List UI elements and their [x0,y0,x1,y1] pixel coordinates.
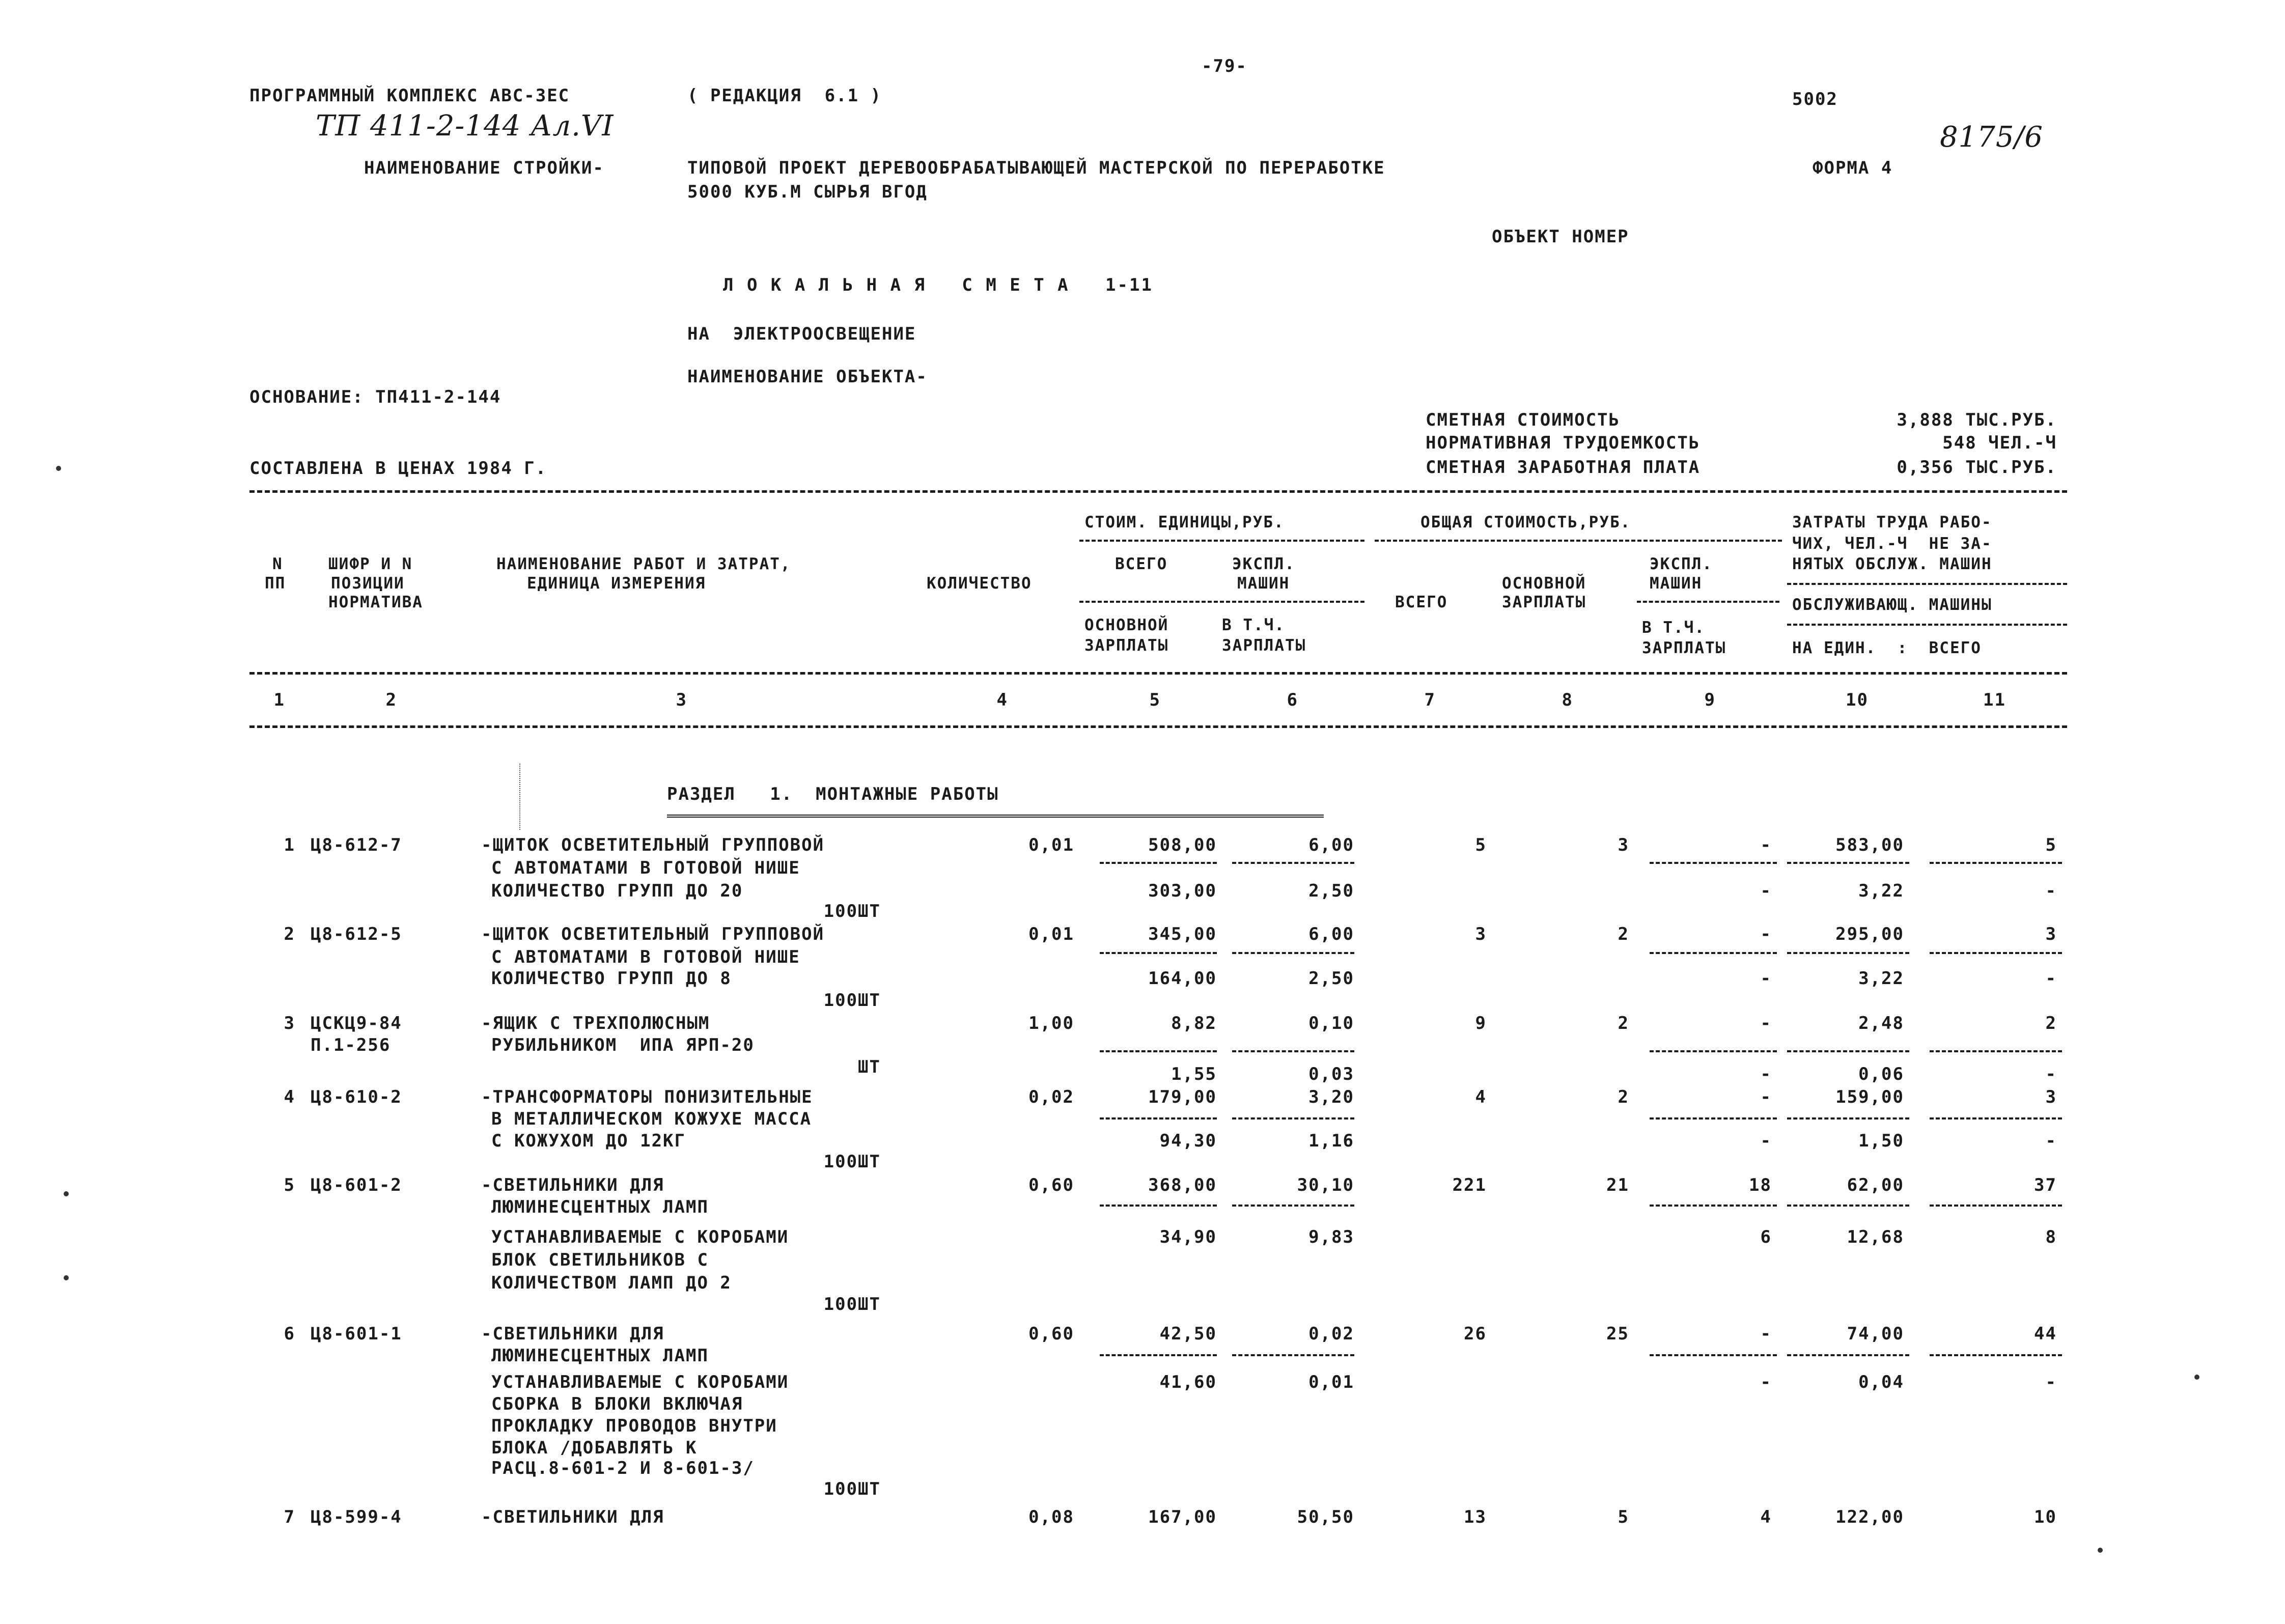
col-number-6: 6 [1287,690,1298,710]
row-total-machine-wages: 6 [1760,1227,1772,1247]
object-number: ОБЪЕКТ НОМЕР [1492,227,1629,247]
row-labor-service-per-unit: 0,06 [1858,1064,1904,1084]
header-labor-line1: ЗАТРАТЫ ТРУДА РАБО- [1792,513,1992,531]
row-dash-rule [1930,862,2062,864]
scan-speck [56,466,61,471]
row-total-machines: - [1760,1324,1772,1344]
row-unit-machine-wages: 0,03 [1308,1064,1354,1084]
row-dash-rule [1930,1354,2062,1356]
row-name-line: С АВТОМАТАМИ В ГОТОВОЙ НИШЕ [491,858,800,878]
row-dash-rule [1650,1117,1777,1119]
header-col5-total: ВСЕГО [1115,555,1168,573]
row-code: ЦСКЦ9-84 [311,1013,402,1033]
row-name-line: КОЛИЧЕСТВО ГРУПП ДО 20 [491,881,743,901]
col-number-3: 3 [676,690,687,710]
col-number-2: 2 [385,690,397,710]
row-total-wages: 3 [1618,835,1629,855]
row-dash-rule [1650,952,1777,954]
col-number-5: 5 [1149,690,1161,710]
row-dash-rule [1100,862,1217,864]
row-total-wages: 2 [1618,1087,1629,1107]
row-unit-cost-total: 368,00 [1148,1175,1217,1195]
row-name-line: УСТАНАВЛИВАЕМЫЕ С КОРОБАМИ [491,1227,789,1247]
header-col9-line1: ЭКСПЛ. [1650,555,1713,573]
header-col5b-line1: ОСНОВНОЙ [1084,616,1169,634]
row-total-cost: 221 [1452,1175,1487,1195]
estimate-basis: ОСНОВАНИЕ: ТП411-2-144 [249,387,501,407]
row-total-machine-wages: - [1760,968,1772,989]
estimate-prices-year: СОСТАВЛЕНА В ЦЕНАХ 1984 Г. [249,458,547,479]
row-total-machines: - [1760,835,1772,855]
row-unit-cost-machines: 50,50 [1297,1507,1354,1527]
row-dash-rule [1232,1205,1354,1207]
row-unit-cost-machines: 6,00 [1308,924,1354,944]
header-col3-line1: НАИМЕНОВАНИЕ РАБОТ И ЗАТРАТ, [496,555,791,573]
row-labor-total: 10 [2034,1507,2057,1527]
row-quantity: 0,08 [1028,1507,1074,1527]
header-col4-quantity: КОЛИЧЕСТВО [927,574,1032,593]
header-labor2-line1: ОБСЛУЖИВАЮЩ. МАШИНЫ [1792,596,1992,614]
row-unit-cost-wages: 164,00 [1148,968,1217,989]
row-dash-rule [1650,1050,1777,1052]
header-col3-line2: ЕДИНИЦА ИЗМЕРЕНИЯ [527,574,706,593]
row-quantity: 0,01 [1028,835,1074,855]
row-labor-service-per-unit: 0,04 [1858,1372,1904,1392]
row-labor-total: 3 [2045,1087,2057,1107]
object-name-label: НАИМЕНОВАНИЕ ОБЪЕКТА- [687,367,928,387]
row-dash-rule [1100,1117,1217,1119]
header-col6-line1: ЭКСПЛ. [1232,555,1295,573]
row-code: Ц8-601-2 [311,1175,402,1195]
row-total-wages: 25 [1606,1324,1629,1344]
row-total-cost: 26 [1464,1324,1487,1344]
row-name-line: -ЩИТОК ОСВЕТИТЕЛЬНЫЙ ГРУППОВОЙ [481,835,825,855]
row-unit-cost-total: 179,00 [1148,1087,1217,1107]
row-code: Ц8-612-7 [311,835,402,855]
row-dash-rule [1787,862,1909,864]
row-name-line: УСТАНАВЛИВАЕМЫЕ С КОРОБАМИ [491,1372,789,1392]
row-dash-rule [1787,952,1909,954]
header-col7-total: ВСЕГО [1395,593,1448,611]
row-unit-cost-total: 42,50 [1159,1324,1217,1344]
row-unit-cost-machines: 0,10 [1308,1013,1354,1033]
row-labor-service-per-unit: 3,22 [1858,968,1904,989]
row-labor-per-unit: 295,00 [1835,924,1904,944]
row-quantity: 0,01 [1028,924,1074,944]
header-col8-line2: ЗАРПЛАТЫ [1502,593,1586,611]
row-labor-service-per-unit: 12,68 [1847,1227,1904,1247]
row-labor-service-total: - [2045,1372,2057,1392]
scan-speck [64,1275,69,1280]
row-labor-service-per-unit: 1,50 [1858,1131,1904,1151]
row-unit-machine-wages: 1,16 [1308,1131,1354,1151]
header-bottom-rule [249,672,2067,675]
edition: ( РЕДАКЦИЯ 6.1 ) [687,86,882,106]
row-total-machines: 18 [1749,1175,1772,1195]
row-number: 6 [284,1324,295,1344]
row-dash-rule [1232,952,1354,954]
header-labor-line3: НЯТЫХ ОБСЛУЖ. МАШИН [1792,555,1992,573]
row-total-cost: 5 [1475,835,1487,855]
row-name-line: РУБИЛЬНИКОМ ИПА ЯРП-20 [491,1035,755,1055]
row-dash-rule [1650,1354,1777,1356]
row-total-cost: 9 [1475,1013,1487,1033]
row-labor-total: 5 [2045,835,2057,855]
summary-label-wages: СМЕТНАЯ ЗАРАБОТНАЯ ПЛАТА [1426,457,1701,478]
scan-speck [64,1191,69,1196]
row-labor-service-total: - [2045,1064,2057,1084]
row-name-line: БЛОКА /ДОБАВЛЯТЬ К [491,1438,698,1458]
col-number-9: 9 [1704,690,1716,710]
row-code: Ц8-612-5 [311,924,402,944]
row-labor-service-total: - [2045,968,2057,989]
row-total-cost: 13 [1464,1507,1487,1527]
row-number: 5 [284,1175,295,1195]
row-dash-rule [1930,1050,2062,1052]
header-col9-line2: МАШИН [1650,574,1703,593]
construction-label: НАИМЕНОВАНИЕ СТРОЙКИ- [364,158,604,178]
row-code-line2: П.1-256 [311,1035,391,1055]
row-code: Ц8-599-4 [311,1507,402,1527]
row-name-line: СБОРКА В БЛОКИ ВКЛЮЧАЯ [491,1394,743,1414]
scan-speck [2194,1375,2199,1380]
row-unit-cost-total: 8,82 [1171,1013,1217,1033]
header-col8-line1: ОСНОВНОЙ [1502,574,1586,593]
row-labor-total: 37 [2034,1175,2057,1195]
row-unit: 100ШТ [823,1152,881,1172]
row-name-line: -ЩИТОК ОСВЕТИТЕЛЬНЫЙ ГРУППОВОЙ [481,924,825,944]
construction-name-line1: ТИПОВОЙ ПРОЕКТ ДЕРЕВООБРАБАТЫВАЮЩЕЙ МАСТЕРСКОЙ ПО ПЕРЕРАБОТКЕ [687,158,1385,178]
row-number: 7 [284,1507,295,1527]
row-unit-cost-wages: 94,30 [1159,1131,1217,1151]
row-labor-total: 3 [2045,924,2057,944]
row-total-cost: 3 [1475,924,1487,944]
section-title-underline [667,815,1324,818]
summary-value-cost: 3,888 ТЫС.РУБ. [1897,410,2057,430]
form-label: ФОРМА 4 [1813,158,1893,178]
row-labor-service-per-unit: 3,22 [1858,881,1904,901]
row-code: Ц8-601-1 [311,1324,402,1344]
header-col1-pp: ПП [265,574,286,593]
row-dash-rule [1930,1117,2062,1119]
row-name-line: ЛЮМИНЕСЦЕНТНЫХ ЛАМП [491,1197,709,1217]
program-name: ПРОГРАММНЫЙ КОМПЛЕКС АВС-3ЕС [249,86,570,106]
row-unit-cost-machines: 30,10 [1297,1175,1354,1195]
row-unit-machine-wages: 0,01 [1308,1372,1354,1392]
row-labor-per-unit: 62,00 [1847,1175,1904,1195]
header-unit-cost-rule [1079,540,1364,542]
row-labor-per-unit: 74,00 [1847,1324,1904,1344]
header-col2-line2: ПОЗИЦИИ [331,574,405,593]
header-col9b-line1: В Т.Ч. [1642,619,1705,637]
row-total-machine-wages: - [1760,1064,1772,1084]
row-name-line: ПРОКЛАДКУ ПРОВОДОВ ВНУТРИ [491,1416,777,1436]
row-labor-service-total: - [2045,881,2057,901]
col-number-8: 8 [1562,690,1573,710]
row-dash-rule [1787,1117,1909,1119]
header-col9-rule [1637,601,1779,603]
table-top-rule [249,490,2067,493]
row-name-line: ЛЮМИНЕСЦЕНТНЫХ ЛАМП [491,1346,709,1366]
header-col5b-line2: ЗАРПЛАТЫ [1084,636,1169,655]
summary-label-cost: СМЕТНАЯ СТОИМОСТЬ [1426,410,1620,430]
row-labor-per-unit: 159,00 [1835,1087,1904,1107]
row-unit-cost-total: 508,00 [1148,835,1217,855]
row-name-line: -СВЕТИЛЬНИКИ ДЛЯ [481,1507,664,1527]
col-number-1: 1 [273,690,285,710]
row-total-wages: 5 [1618,1507,1629,1527]
row-quantity: 1,00 [1028,1013,1074,1033]
handwritten-form-number: 8175/6 [1940,121,2044,154]
row-labor-per-unit: 2,48 [1858,1013,1904,1033]
row-unit-machine-wages: 2,50 [1308,881,1354,901]
header-col1-n: N [272,555,283,573]
section-title: РАЗДЕЛ 1. МОНТАЖНЫЕ РАБОТЫ [667,784,999,804]
row-number: 3 [284,1013,295,1033]
row-total-wages: 2 [1618,1013,1629,1033]
row-total-wages: 2 [1618,924,1629,944]
header-labor-line2: ЧИХ, ЧЕЛ.-Ч НЕ ЗА- [1792,535,1992,553]
row-dash-rule [1930,1205,2062,1207]
row-unit-cost-wages: 34,90 [1159,1227,1217,1247]
row-total-machine-wages: - [1760,1372,1772,1392]
header-total-cost: ОБЩАЯ СТОИМОСТЬ,РУБ. [1420,513,1631,531]
header-col6b-line2: ЗАРПЛАТЫ [1222,636,1306,655]
row-unit-cost-machines: 0,02 [1308,1324,1354,1344]
row-labor-total: 2 [2045,1013,2057,1033]
row-name-line: БЛОК СВЕТИЛЬНИКОВ С [491,1250,709,1270]
row-unit-cost-wages: 303,00 [1148,881,1217,901]
row-code: Ц8-610-2 [311,1087,402,1107]
scan-speck [2098,1548,2103,1553]
row-unit: ШТ [858,1057,881,1077]
row-dash-rule [1100,952,1217,954]
row-labor-per-unit: 583,00 [1835,835,1904,855]
row-unit-cost-wages: 41,60 [1159,1372,1217,1392]
row-name-line: -ТРАНСФОРМАТОРЫ ПОНИЗИТЕЛЬНЫЕ [481,1087,813,1107]
header-labor-rule-1 [1787,583,2067,585]
row-quantity: 0,60 [1028,1324,1074,1344]
col-numbers-bottom-rule [249,725,2067,728]
header-col5-6-rule [1079,601,1364,603]
construction-name-line2: 5000 КУБ.М СЫРЬЯ ВГОД [687,182,928,202]
row-total-wages: 21 [1606,1175,1629,1195]
summary-value-wages: 0,356 ТЫС.РУБ. [1897,457,2057,478]
header-unit-cost: СТОИМ. ЕДИНИЦЫ,РУБ. [1084,513,1285,531]
col-number-7: 7 [1424,690,1436,710]
row-dash-rule [1787,1354,1909,1356]
row-labor-service-total: 8 [2045,1227,2057,1247]
header-total-cost-rule [1375,540,1782,542]
row-total-machines: - [1760,1087,1772,1107]
row-labor-total: 44 [2034,1324,2057,1344]
row-number: 4 [284,1087,295,1107]
row-unit-cost-total: 345,00 [1148,924,1217,944]
col-number-11: 11 [1983,690,2006,710]
header-col9b-line2: ЗАРПЛАТЫ [1642,639,1726,657]
row-dash-rule [1650,1205,1777,1207]
row-dash-rule [1232,1354,1354,1356]
col-number-4: 4 [996,690,1008,710]
row-name-line: -ЯЩИК С ТРЕХПОЛЮСНЫМ [481,1013,710,1033]
document-code: 5002 [1792,89,1838,109]
header-col2-line1: ШИФР И N [328,555,413,573]
row-dash-rule [1232,1117,1354,1119]
row-unit: 100ШТ [823,990,881,1011]
estimate-title: Л О К А Л Ь Н А Я С М Е Т А 1-11 [723,275,1153,295]
row-total-machines: - [1760,924,1772,944]
row-dash-rule [1787,1050,1909,1052]
header-col6-line2: МАШИН [1237,574,1290,593]
header-col6b-line1: В Т.Ч. [1222,616,1285,634]
row-unit-cost-machines: 3,20 [1308,1087,1354,1107]
row-labor-service-total: - [2045,1131,2057,1151]
row-dash-rule [1100,1205,1217,1207]
row-number: 1 [284,835,295,855]
row-number: 2 [284,924,295,944]
row-unit-cost-wages: 1,55 [1171,1064,1217,1084]
row-name-line: КОЛИЧЕСТВО ГРУПП ДО 8 [491,968,732,989]
row-unit-cost-total: 167,00 [1148,1507,1217,1527]
estimate-subject: НА ЭЛЕКТРООСВЕЩЕНИЕ [687,324,916,344]
row-unit: 100ШТ [823,1294,881,1314]
row-quantity: 0,02 [1028,1087,1074,1107]
row-total-machines: 4 [1760,1507,1772,1527]
row-name-line: -СВЕТИЛЬНИКИ ДЛЯ [481,1175,664,1195]
summary-value-labor: 548 ЧЕЛ.-Ч [1942,433,2057,453]
summary-label-labor: НОРМАТИВНАЯ ТРУДОЕМКОСТЬ [1426,433,1701,453]
header-labor-rule-2 [1787,624,2067,626]
row-dash-rule [1787,1205,1909,1207]
row-name-line: С АВТОМАТАМИ В ГОТОВОЙ НИШЕ [491,947,800,967]
row-dash-rule [1100,1050,1217,1052]
row-labor-per-unit: 122,00 [1835,1507,1904,1527]
row-name-line: С КОЖУХОМ ДО 12КГ [491,1131,686,1151]
row-dash-rule [1930,952,2062,954]
row-dash-rule [1100,1354,1217,1356]
handwritten-tp-number: ТП 411-2-144 Ал.VI [316,109,614,143]
row-dash-rule [1650,862,1777,864]
row-total-machine-wages: - [1760,881,1772,901]
col-number-10: 10 [1846,690,1869,710]
row-name-line: -СВЕТИЛЬНИКИ ДЛЯ [481,1324,664,1344]
row-name-line: КОЛИЧЕСТВОМ ЛАМП ДО 2 [491,1273,732,1293]
header-col2-line3: НОРМАТИВА [328,593,423,611]
row-unit-machine-wages: 9,83 [1308,1227,1354,1247]
row-unit: 100ШТ [823,1479,881,1499]
row-dash-rule [1232,1050,1354,1052]
row-name-line: РАСЦ.8-601-2 И 8-601-3/ [491,1458,755,1478]
row-name-line: В МЕТАЛЛИЧЕСКОМ КОЖУХЕ МАССА [491,1109,812,1129]
row-unit-cost-machines: 6,00 [1308,835,1354,855]
page-number: -79- [1202,56,1247,76]
row-quantity: 0,60 [1028,1175,1074,1195]
row-total-machine-wages: - [1760,1131,1772,1151]
section-margin-mark [519,764,520,830]
header-labor2-line2: НА ЕДИН. : ВСЕГО [1792,639,1982,657]
row-total-machines: - [1760,1013,1772,1033]
row-dash-rule [1232,862,1354,864]
row-total-cost: 4 [1475,1087,1487,1107]
row-unit: 100ШТ [823,901,881,921]
row-unit-machine-wages: 2,50 [1308,968,1354,989]
